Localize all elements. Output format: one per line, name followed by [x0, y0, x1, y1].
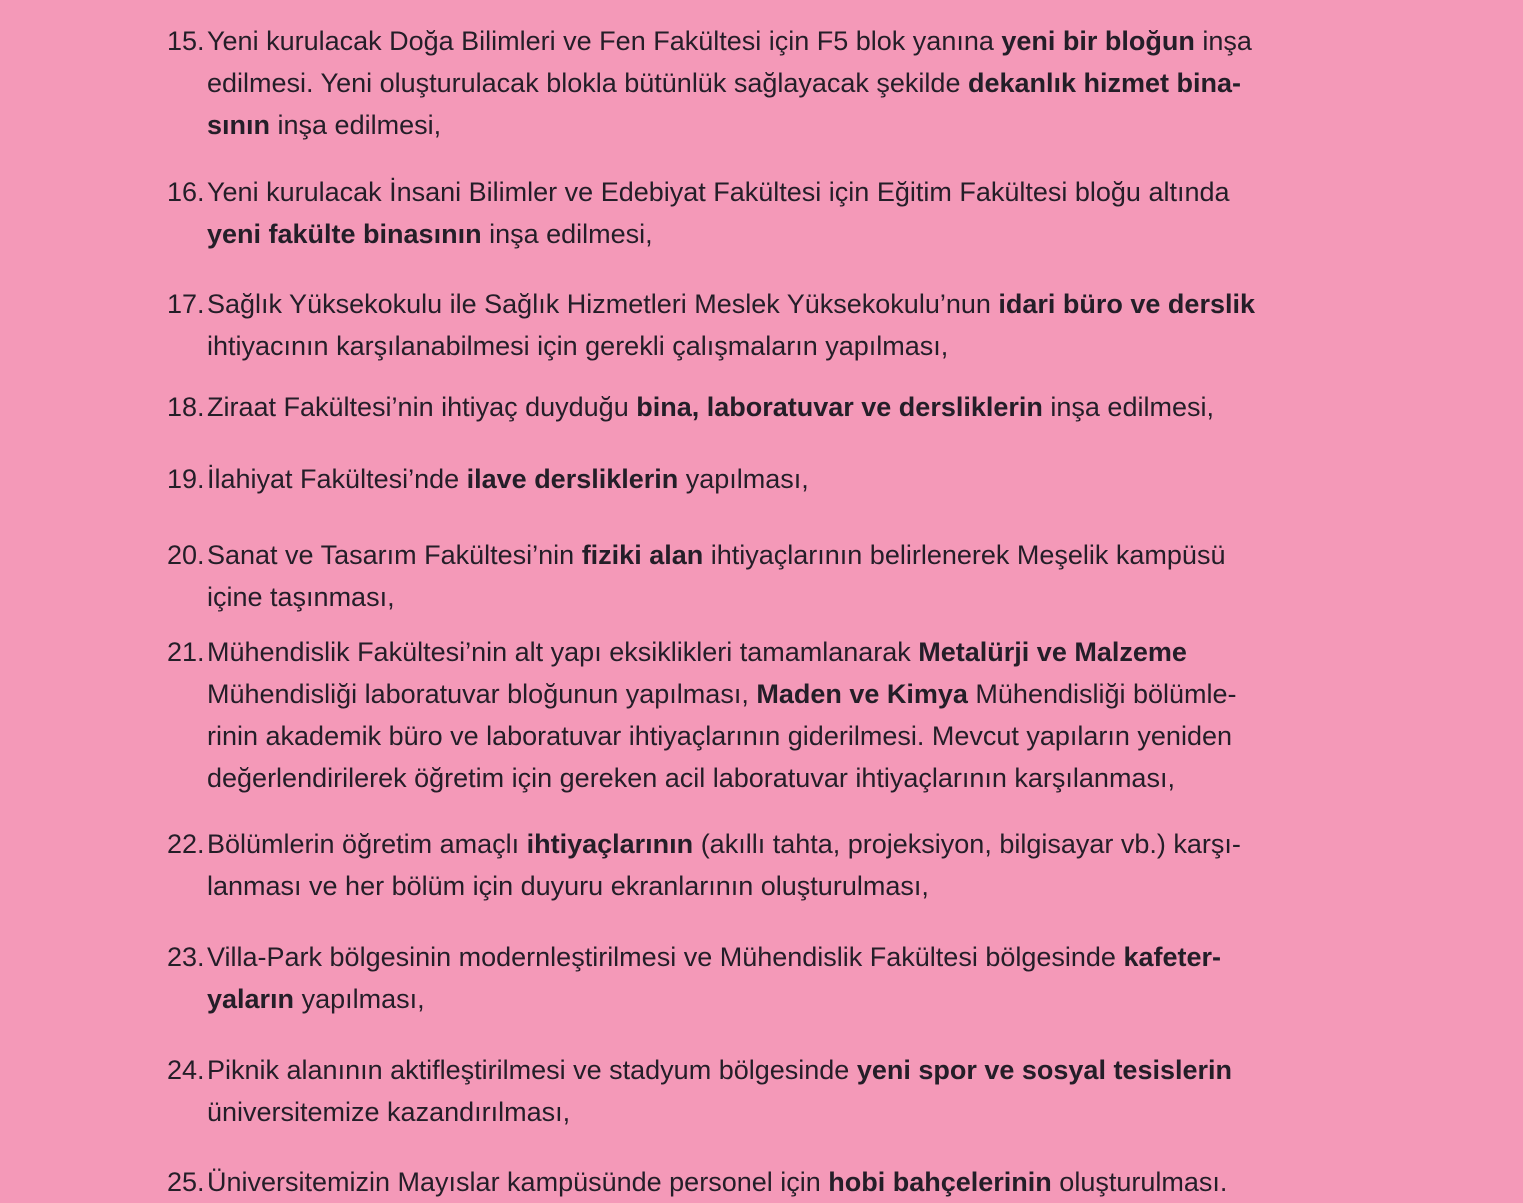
- text-line: içine taşınması,: [207, 582, 395, 612]
- item-text: [207, 534, 1373, 618]
- text-line: Yeni kurulacak Doğa Bilimleri ve Fen Fakültesi için F5 blok yanına yeni bir bloğun inşa: [207, 26, 1252, 56]
- list-item: [167, 171, 1373, 255]
- item-number: 15.: [167, 26, 205, 56]
- list-item: [167, 936, 1373, 1020]
- text-line: Mühendisliği laboratuvar bloğunun yapılması, Maden ve Kimya Mühendisliği bölümle-: [207, 679, 1237, 709]
- item-number: 23.: [167, 942, 205, 972]
- text-line: değerlendirilerek öğretim için gereken acil laboratuvar ihtiyaçlarının karşılanması,: [207, 763, 1175, 793]
- item-number: 20.: [167, 540, 205, 570]
- text-line: edilmesi. Yeni oluşturulacak blokla bütünlük sağlayacak şekilde dekanlık hizmet bina-: [207, 68, 1242, 98]
- item-text: [207, 1161, 1373, 1203]
- list-item: [167, 1049, 1373, 1133]
- item-number: 24.: [167, 1055, 205, 1085]
- item-text: [207, 823, 1373, 907]
- item-text: [207, 386, 1373, 428]
- text-line: Piknik alanının aktifleştirilmesi ve stadyum bölgesinde yeni spor ve sosyal tesislerin: [207, 1055, 1233, 1085]
- item-text: [207, 1049, 1373, 1133]
- item-number: 19.: [167, 464, 205, 494]
- text-line: Yeni kurulacak İnsani Bilimler ve Edebiyat Fakültesi için Eğitim Fakültesi bloğu altında: [207, 177, 1230, 207]
- text-line: Ziraat Fakültesi’nin ihtiyaç duyduğu bina, laboratuvar ve dersliklerin inşa edilmesi,: [207, 392, 1214, 422]
- item-number: 25.: [167, 1167, 205, 1197]
- item-text: [207, 458, 1373, 500]
- list-item: [167, 534, 1373, 618]
- item-text: [207, 631, 1373, 799]
- item-text: [207, 171, 1373, 255]
- item-number: 16.: [167, 177, 205, 207]
- text-line: üniversitemize kazandırılması,: [207, 1097, 571, 1127]
- item-number: 22.: [167, 829, 205, 859]
- list-item: [167, 458, 1373, 500]
- item-number: 21.: [167, 637, 205, 667]
- text-line: Villa-Park bölgesinin modernleştirilmesi ve Mühendislik Fakültesi bölgesinde kafeter-: [207, 942, 1221, 972]
- list-item: [167, 386, 1373, 428]
- item-number: 18.: [167, 392, 205, 422]
- text-line: Mühendislik Fakültesi’nin alt yapı eksiklikleri tamamlanarak Metalürji ve Malzeme: [207, 637, 1187, 667]
- text-line: rinin akademik büro ve laboratuvar ihtiyaçlarının giderilmesi. Mevcut yapıların yeniden: [207, 721, 1232, 751]
- agenda-list: [167, 20, 1373, 1203]
- text-line: yeni fakülte binasının inşa edilmesi,: [207, 219, 653, 249]
- text-line: Üniversitemizin Mayıslar kampüsünde personel için hobi bahçelerinin oluşturulması.: [207, 1167, 1228, 1197]
- list-item: [167, 631, 1373, 799]
- text-line: yaların yapılması,: [207, 984, 425, 1014]
- list-item: [167, 283, 1373, 367]
- list-item: [167, 20, 1373, 146]
- item-number: 17.: [167, 289, 205, 319]
- text-line: Sanat ve Tasarım Fakültesi’nin fiziki alan ihtiyaçlarının belirlenerek Meşelik kampüsü: [207, 540, 1226, 570]
- text-line: lanması ve her bölüm için duyuru ekranlarının oluşturulması,: [207, 871, 929, 901]
- text-line: Bölümlerin öğretim amaçlı ihtiyaçlarının (akıllı tahta, projeksiyon, bilgisayar vb.) karşı-: [207, 829, 1241, 859]
- text-line: Sağlık Yüksekokulu ile Sağlık Hizmetleri Meslek Yüksekokulu’nun idari büro ve derslik: [207, 289, 1255, 319]
- list-item: [167, 1161, 1373, 1203]
- item-text: [207, 936, 1373, 1020]
- text-line: ihtiyacının karşılanabilmesi için gerekli çalışmaların yapılması,: [207, 331, 949, 361]
- item-text: [207, 20, 1373, 146]
- text-line: İlahiyat Fakültesi’nde ilave dersliklerin yapılması,: [207, 464, 809, 494]
- item-text: [207, 283, 1373, 367]
- text-line: sının inşa edilmesi,: [207, 110, 442, 140]
- list-item: [167, 823, 1373, 907]
